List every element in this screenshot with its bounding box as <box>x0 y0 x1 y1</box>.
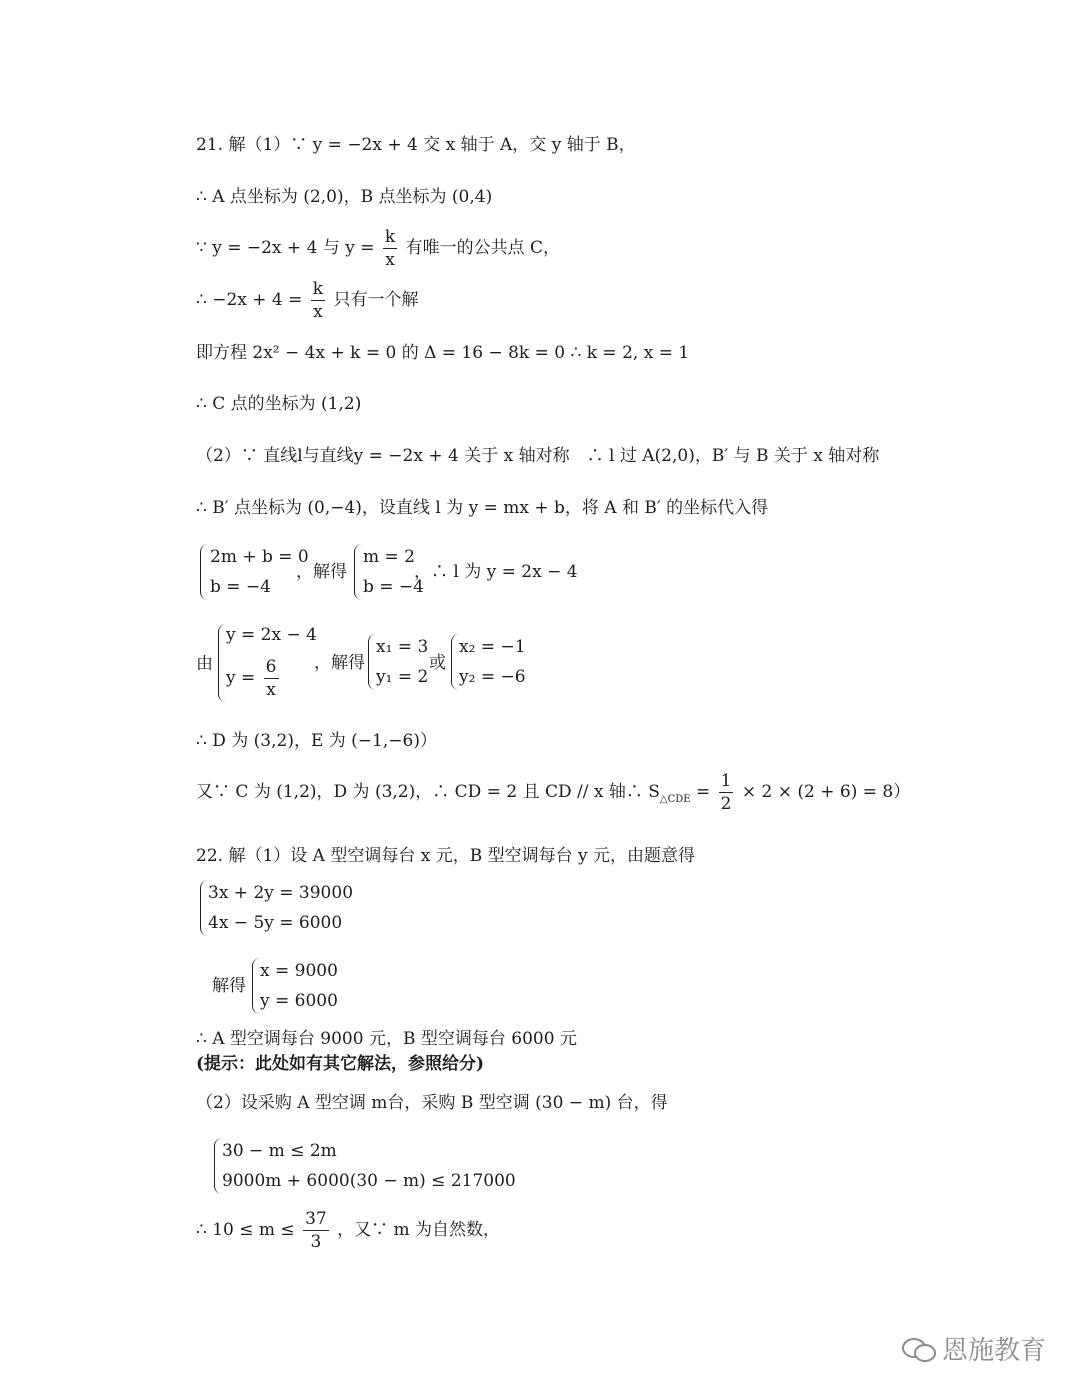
line-a-b-coords: ∴ A 点坐标为 (2,0)，B 点坐标为 (0,4) <box>196 187 493 207</box>
text-line-l: ，∴ l 为 y = 2x − 4 <box>414 562 578 582</box>
text-solve: ，解得 <box>296 562 347 582</box>
equation: x₂ = −1 <box>459 637 526 657</box>
equation-system <box>459 632 526 692</box>
line-c-coords: ∴ C 点的坐标为 (1,2) <box>196 394 362 414</box>
text: 只有一个解 <box>333 290 419 310</box>
line-unique-point <box>196 226 560 271</box>
brace <box>354 544 362 600</box>
equation: 4x − 5y = 6000 <box>208 913 343 933</box>
text-from: 由 <box>196 654 213 674</box>
line-m-range: ∴ 10 ≤ m ≤ $\frac{37}{3}$ ，又∵ m 为自然数， <box>196 1209 501 1252</box>
line-part2-purchase: （2）设采购 A 型空调 m台，采购 B 型空调 (30 − m) 台，得 <box>196 1093 668 1113</box>
equation-system <box>376 632 428 692</box>
brace <box>252 958 260 1014</box>
brace <box>368 634 376 690</box>
equation-system <box>208 878 353 938</box>
equation: y = 2x − 4 <box>226 625 317 645</box>
brace <box>200 880 208 936</box>
equation: b = −4 <box>210 577 271 597</box>
wechat-icon <box>902 1336 936 1362</box>
line-d-e-coords: ∴ D 为 (3,2)，E 为 (−1,−6)） <box>196 731 437 751</box>
inequality: 9000m + 6000(30 − m) ≤ 217000 <box>222 1171 516 1191</box>
text: ∵ y = −2x + 4 与 y = <box>196 238 375 258</box>
equation: 2m + b = 0 <box>210 547 309 567</box>
fraction-k-over-x: $\frac{k}{x}$ <box>384 227 396 270</box>
equation: m = 2 <box>363 547 415 567</box>
subscript: △CDE <box>659 794 691 805</box>
line-area: 又∵ C 为 (1,2)，D 为 (3,2)，∴ CD = 2 且 CD // x 轴∴ $S_{\triangle CDE}$ = $\frac{1}{2}$ × 2 × (2 + 6) = 8） <box>196 771 911 814</box>
equation-system <box>210 542 309 602</box>
line-21-intro: 21. 解（1）∵ y = −2x + 4 交 x 轴于 A，交 y 轴于 B， <box>196 135 636 155</box>
inequality-system <box>222 1136 516 1196</box>
inequality: 30 − m ≤ 2m <box>222 1141 337 1161</box>
fraction-six-over-x: $\frac{6}{x}$ <box>265 657 277 700</box>
equation: y = 6000 <box>260 991 338 1011</box>
line-discriminant: 即方程 2x² − 4x + k = 0 的 Δ = 16 − 8k = 0 ∴ k = 2, x = 1 <box>196 343 690 363</box>
line-conclusion: ∴ A 型空调每台 9000 元，B 型空调每台 6000 元 <box>196 1029 577 1049</box>
equation: 3x + 2y = 39000 <box>208 883 354 903</box>
watermark-text: 恩施教育 <box>941 1336 1046 1366</box>
equation: y₂ = −6 <box>459 667 526 687</box>
equation: y₁ = 2 <box>376 667 429 687</box>
line-one-solution <box>196 278 419 323</box>
line-b-prime: ∴ B′ 点坐标为 (0,−4)，设直线 l 为 y = mx + b，将 A 和 B′ 的坐标代入得 <box>196 498 769 518</box>
brace <box>451 634 459 690</box>
line-part2-intro: （2）∵ 直线l与直线y = −2x + 4 关于 x 轴对称 ∴ l 过 A(2,0)，B′ 与 B 关于 x 轴对称 <box>196 446 880 466</box>
fraction-37-over-3: $\frac{37}{3}$ <box>305 1209 327 1252</box>
equation: y = $\frac{6}{x}$ <box>226 657 277 700</box>
watermark <box>902 1330 1046 1367</box>
equation-system <box>260 956 338 1016</box>
brace <box>200 544 208 600</box>
equation: b = −4 <box>363 577 424 597</box>
fraction-k-over-x: $\frac{k}{x}$ <box>312 279 324 322</box>
line-22-intro: 22. 解（1）设 A 型空调每台 x 元，B 型空调每台 y 元，由题意得 <box>196 846 696 866</box>
brace <box>218 624 226 702</box>
text: ∴ −2x + 4 = <box>196 290 303 310</box>
fraction-one-half: $\frac{1}{2}$ <box>720 771 732 814</box>
text-or: 或 <box>429 653 446 673</box>
text-solve: ，解得 <box>314 653 365 673</box>
text-solve: 解得 <box>212 976 246 996</box>
text: 有唯一的公共点 C， <box>405 238 560 258</box>
brace <box>214 1138 222 1194</box>
line-hint: (提示：此处如有其它解法，参照给分) <box>196 1054 485 1074</box>
equation: x = 9000 <box>260 961 338 981</box>
equation: x₁ = 3 <box>376 637 429 657</box>
